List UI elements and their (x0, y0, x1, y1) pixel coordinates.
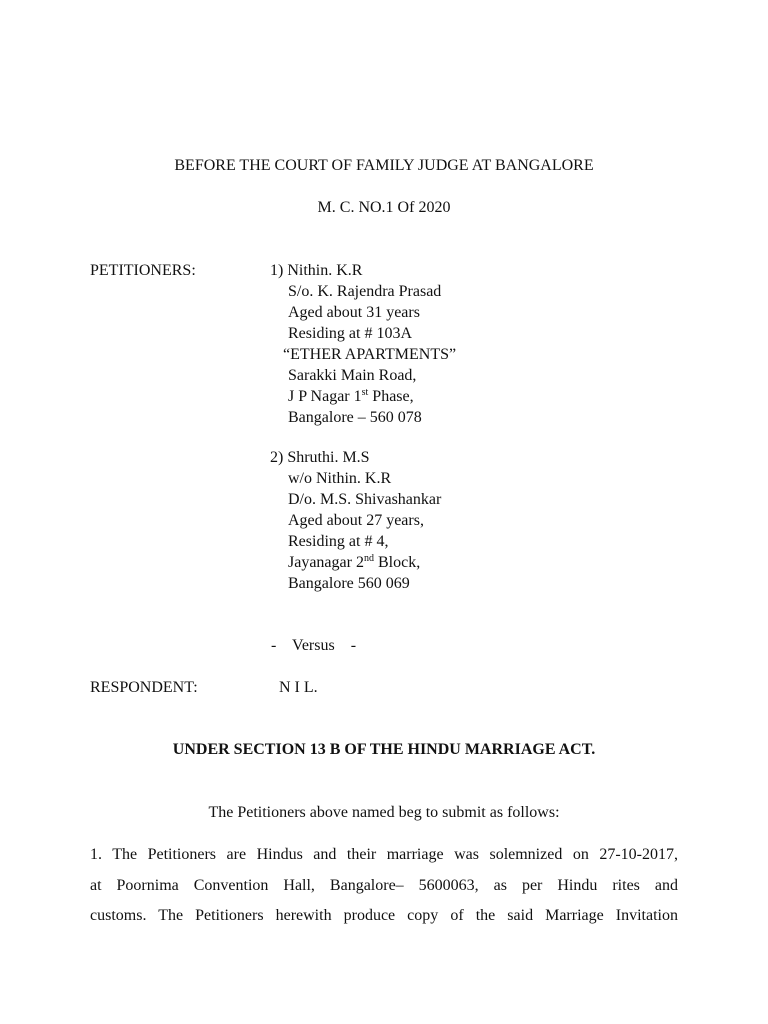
petitioner-1-relation: S/o. K. Rajendra Prasad (288, 283, 442, 300)
petitioner-2-area (288, 553, 420, 573)
petitioner-1-name: 1) Nithin. K.R (270, 262, 363, 279)
petitioner-1-age: Aged about 31 years (288, 304, 420, 321)
court-title: BEFORE THE COURT OF FAMILY JUDGE AT BANGALORE (174, 157, 594, 174)
petitioner-2-relation: D/o. M.S. Shivashankar (288, 491, 442, 508)
versus-separator: - Versus - (271, 637, 357, 654)
case-number: M. C. NO.1 Of 2020 (317, 199, 451, 216)
intro-line: The Petitioners above named beg to submit as follows: (208, 804, 560, 821)
respondent-value: N I L. (279, 679, 318, 696)
petitioner-2-name: 2) Shruthi. M.S (270, 449, 370, 466)
petitioners-label: PETITIONERS: (90, 262, 196, 279)
petitioner-2-wife-of: w/o Nithin. K.R (288, 470, 392, 487)
petitioner-1-road: Sarakki Main Road, (288, 367, 417, 384)
petitioner-1-area (288, 387, 414, 407)
petitioner-1-residing: Residing at # 103A (288, 325, 412, 342)
respondent-label: RESPONDENT: (90, 679, 198, 696)
petitioner-1-area-suffix: Phase, (368, 388, 414, 405)
paragraph-1-line-2: at Poornima Convention Hall, Bangalore– 5600063, as per Hindu rites and (90, 877, 678, 894)
petitioner-2-area-suffix: Block, (373, 554, 421, 571)
petitioner-1-area-sup: st (361, 387, 369, 398)
petitioner-2-area-text: Jayanagar 2 (288, 554, 364, 571)
paragraph-1-line-3: customs. The Petitioners herewith produce copy of the said Marriage Invitation (90, 907, 678, 924)
petitioner-2-residing: Residing at # 4, (288, 533, 389, 550)
petitioner-1-building: “ETHER APARTMENTS” (283, 346, 457, 363)
petitioner-1-area-text: J P Nagar 1 (288, 388, 362, 405)
petitioner-1-city: Bangalore – 560 078 (288, 409, 422, 426)
petitioner-2-age: Aged about 27 years, (288, 512, 424, 529)
paragraph-1-line-1: 1. The Petitioners are Hindus and their marriage was solemnized on 27-10-2017, (90, 846, 678, 863)
petitioner-2-city: Bangalore 560 069 (288, 575, 410, 592)
section-heading: UNDER SECTION 13 B OF THE HINDU MARRIAGE ACT. (172, 741, 596, 758)
petitioner-2-area-sup: nd (363, 553, 374, 564)
